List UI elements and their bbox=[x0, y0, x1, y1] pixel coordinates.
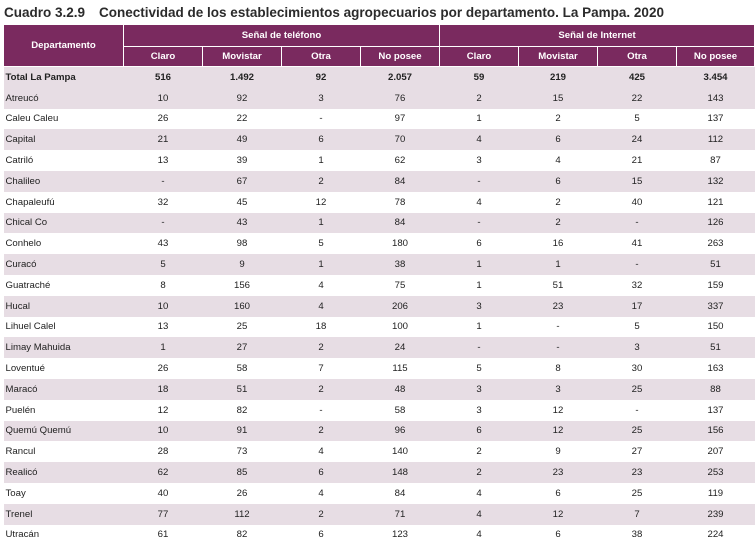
department-name: Rancul bbox=[4, 441, 124, 462]
table-cell: 16 bbox=[519, 233, 598, 254]
table-cell: 98 bbox=[203, 233, 282, 254]
table-cell: 17 bbox=[598, 296, 677, 317]
table-cell: 112 bbox=[677, 129, 755, 150]
table-cell: 337 bbox=[677, 296, 755, 317]
table-cell: 5 bbox=[282, 233, 361, 254]
table-cell: 3 bbox=[440, 296, 519, 317]
table-cell: 26 bbox=[124, 358, 203, 379]
table-cell: 12 bbox=[519, 504, 598, 525]
table-cell: 27 bbox=[203, 337, 282, 358]
table-cell: 32 bbox=[598, 275, 677, 296]
table-cell: 3 bbox=[282, 88, 361, 109]
department-name: Hucal bbox=[4, 296, 124, 317]
table-cell: 59 bbox=[440, 67, 519, 88]
table-cell: 253 bbox=[677, 462, 755, 483]
header-senal-telefono: Señal de teléfono bbox=[124, 25, 440, 47]
table-cell: 1.492 bbox=[203, 67, 282, 88]
table-cell: 84 bbox=[361, 171, 440, 192]
table-cell: 4 bbox=[440, 483, 519, 504]
table-header bbox=[4, 25, 755, 67]
table-cell: 92 bbox=[282, 67, 361, 88]
table-cell: 58 bbox=[361, 400, 440, 421]
table-cell: 9 bbox=[203, 254, 282, 275]
table-cell: 25 bbox=[598, 379, 677, 400]
table-cell: 30 bbox=[598, 358, 677, 379]
table-cell: 2.057 bbox=[361, 67, 440, 88]
department-name: Maracó bbox=[4, 379, 124, 400]
table-cell: 27 bbox=[598, 441, 677, 462]
table-body bbox=[4, 67, 755, 546]
table-cell: 126 bbox=[677, 213, 755, 234]
table-cell: 84 bbox=[361, 483, 440, 504]
table-cell: 1 bbox=[440, 254, 519, 275]
table-row bbox=[4, 192, 755, 213]
table-cell: 23 bbox=[598, 462, 677, 483]
table-cell: 39 bbox=[203, 150, 282, 171]
table-cell: - bbox=[440, 213, 519, 234]
table-cell: 137 bbox=[677, 400, 755, 421]
table-cell: 18 bbox=[124, 379, 203, 400]
table-cell: 40 bbox=[124, 483, 203, 504]
table-row bbox=[4, 296, 755, 317]
table-cell: 4 bbox=[282, 483, 361, 504]
department-name: Catriló bbox=[4, 150, 124, 171]
table-cell: 2 bbox=[282, 421, 361, 442]
header-tel-claro: Claro bbox=[124, 47, 203, 67]
table-cell: 6 bbox=[519, 525, 598, 546]
table-cell: 24 bbox=[361, 337, 440, 358]
department-name: Puelén bbox=[4, 400, 124, 421]
table-cell: 62 bbox=[124, 462, 203, 483]
table-cell: 6 bbox=[282, 462, 361, 483]
table-cell: 8 bbox=[124, 275, 203, 296]
header-int-movistar: Movistar bbox=[519, 47, 598, 67]
table-cell: 28 bbox=[124, 441, 203, 462]
header-departamento: Departamento bbox=[4, 25, 124, 67]
table-cell: 7 bbox=[598, 504, 677, 525]
table-row bbox=[4, 400, 755, 421]
table-number: Cuadro 3.2.9 bbox=[4, 4, 86, 20]
table-cell: 97 bbox=[361, 109, 440, 130]
table-cell: 22 bbox=[598, 88, 677, 109]
table-cell: 10 bbox=[124, 88, 203, 109]
table-cell: 82 bbox=[203, 400, 282, 421]
table-cell: 10 bbox=[124, 421, 203, 442]
table-cell: 23 bbox=[519, 462, 598, 483]
table-cell: 8 bbox=[519, 358, 598, 379]
table-cell: - bbox=[598, 254, 677, 275]
department-name: Limay Mahuida bbox=[4, 337, 124, 358]
table-cell: 87 bbox=[677, 150, 755, 171]
table-row bbox=[4, 504, 755, 525]
table-cell: 143 bbox=[677, 88, 755, 109]
table-cell: 82 bbox=[203, 525, 282, 546]
header-tel-no-posee: No posee bbox=[361, 47, 440, 67]
table-cell: 112 bbox=[203, 504, 282, 525]
table-row bbox=[4, 150, 755, 171]
table-cell: 51 bbox=[519, 275, 598, 296]
table-cell: 119 bbox=[677, 483, 755, 504]
table-cell: 26 bbox=[203, 483, 282, 504]
table-cell: - bbox=[519, 337, 598, 358]
table-cell: 121 bbox=[677, 192, 755, 213]
table-cell: 159 bbox=[677, 275, 755, 296]
table-cell: 4 bbox=[440, 129, 519, 150]
table-cell: 75 bbox=[361, 275, 440, 296]
table-cell: 140 bbox=[361, 441, 440, 462]
department-name: Chapaleufú bbox=[4, 192, 124, 213]
table-row bbox=[4, 129, 755, 150]
department-name: Caleu Caleu bbox=[4, 109, 124, 130]
table-cell: 12 bbox=[519, 400, 598, 421]
department-name: Guatraché bbox=[4, 275, 124, 296]
table-cell: 49 bbox=[203, 129, 282, 150]
table-cell: 25 bbox=[203, 317, 282, 338]
table-row bbox=[4, 525, 755, 546]
table-cell: 67 bbox=[203, 171, 282, 192]
table-cell: 150 bbox=[677, 317, 755, 338]
table-cell: 206 bbox=[361, 296, 440, 317]
table-cell: - bbox=[519, 317, 598, 338]
table-cell: 6 bbox=[440, 233, 519, 254]
department-name: Lihuel Calel bbox=[4, 317, 124, 338]
table-cell: 9 bbox=[519, 441, 598, 462]
table-cell: 88 bbox=[677, 379, 755, 400]
table-cell: 58 bbox=[203, 358, 282, 379]
table-cell: 76 bbox=[361, 88, 440, 109]
table-cell: 239 bbox=[677, 504, 755, 525]
table-cell: - bbox=[440, 337, 519, 358]
table-cell: 26 bbox=[124, 109, 203, 130]
department-name: Quemú Quemú bbox=[4, 421, 124, 442]
table-cell: 2 bbox=[282, 337, 361, 358]
table-cell: 71 bbox=[361, 504, 440, 525]
department-name: Utracán bbox=[4, 525, 124, 546]
table-cell: 24 bbox=[598, 129, 677, 150]
table-cell: 180 bbox=[361, 233, 440, 254]
table-row bbox=[4, 379, 755, 400]
department-name: Conhelo bbox=[4, 233, 124, 254]
table-cell: 6 bbox=[440, 421, 519, 442]
table-cell: 160 bbox=[203, 296, 282, 317]
table-cell: 78 bbox=[361, 192, 440, 213]
table-row bbox=[4, 88, 755, 109]
table-cell: 70 bbox=[361, 129, 440, 150]
table-cell: 516 bbox=[124, 67, 203, 88]
table-cell: 2 bbox=[440, 88, 519, 109]
table-cell: - bbox=[598, 400, 677, 421]
total-name: Total La Pampa bbox=[4, 67, 124, 88]
table-cell: 4 bbox=[440, 192, 519, 213]
header-tel-otra: Otra bbox=[282, 47, 361, 67]
table-cell: 15 bbox=[598, 171, 677, 192]
table-row bbox=[4, 441, 755, 462]
table-cell: 21 bbox=[598, 150, 677, 171]
table-cell: 7 bbox=[282, 358, 361, 379]
table-cell: 6 bbox=[519, 171, 598, 192]
connectivity-table bbox=[3, 24, 755, 545]
table-cell: 2 bbox=[440, 462, 519, 483]
table-cell: 5 bbox=[598, 317, 677, 338]
table-cell: - bbox=[282, 109, 361, 130]
table-cell: 51 bbox=[677, 254, 755, 275]
table-cell: 4 bbox=[282, 441, 361, 462]
table-cell: 156 bbox=[677, 421, 755, 442]
table-row bbox=[4, 358, 755, 379]
table-cell: 1 bbox=[282, 254, 361, 275]
table-row bbox=[4, 275, 755, 296]
department-name: Chical Co bbox=[4, 213, 124, 234]
table-cell: 3 bbox=[440, 379, 519, 400]
table-cell: 21 bbox=[124, 129, 203, 150]
table-row bbox=[4, 213, 755, 234]
table-cell: 12 bbox=[124, 400, 203, 421]
table-cell: 148 bbox=[361, 462, 440, 483]
table-cell: 3.454 bbox=[677, 67, 755, 88]
table-cell: - bbox=[282, 400, 361, 421]
department-name: Trenel bbox=[4, 504, 124, 525]
table-cell: - bbox=[124, 171, 203, 192]
table-cell: 25 bbox=[598, 421, 677, 442]
table-cell: 163 bbox=[677, 358, 755, 379]
table-cell: 224 bbox=[677, 525, 755, 546]
table-cell: - bbox=[124, 213, 203, 234]
department-name: Curacó bbox=[4, 254, 124, 275]
header-senal-internet: Señal de Internet bbox=[440, 25, 755, 47]
table-cell: 6 bbox=[282, 525, 361, 546]
table-cell: 2 bbox=[519, 109, 598, 130]
table-cell: 13 bbox=[124, 150, 203, 171]
table-cell: 2 bbox=[282, 504, 361, 525]
table-cell: 38 bbox=[598, 525, 677, 546]
table-cell: 100 bbox=[361, 317, 440, 338]
table-cell: 3 bbox=[440, 150, 519, 171]
table-cell: 10 bbox=[124, 296, 203, 317]
table-cell: 3 bbox=[519, 379, 598, 400]
table-row bbox=[4, 109, 755, 130]
table-cell: - bbox=[440, 171, 519, 192]
table-row bbox=[4, 483, 755, 504]
table-cell: 2 bbox=[519, 192, 598, 213]
table-cell: 43 bbox=[203, 213, 282, 234]
department-name: Atreucó bbox=[4, 88, 124, 109]
table-cell: 4 bbox=[519, 150, 598, 171]
table-cell: 207 bbox=[677, 441, 755, 462]
table-cell: 1 bbox=[440, 275, 519, 296]
table-cell: 6 bbox=[519, 129, 598, 150]
table-cell: 6 bbox=[282, 129, 361, 150]
header-int-otra: Otra bbox=[598, 47, 677, 67]
table-cell: 38 bbox=[361, 254, 440, 275]
table-cell: 32 bbox=[124, 192, 203, 213]
table-cell: 84 bbox=[361, 213, 440, 234]
table-cell: 1 bbox=[440, 109, 519, 130]
header-int-claro: Claro bbox=[440, 47, 519, 67]
table-cell: - bbox=[598, 213, 677, 234]
total-row bbox=[4, 67, 755, 88]
table-cell: 219 bbox=[519, 67, 598, 88]
table-cell: 12 bbox=[519, 421, 598, 442]
table-cell: 1 bbox=[282, 213, 361, 234]
table-cell: 92 bbox=[203, 88, 282, 109]
table-cell: 4 bbox=[282, 275, 361, 296]
table-cell: 13 bbox=[124, 317, 203, 338]
table-row bbox=[4, 337, 755, 358]
table-caption: Conectividad de los establecimientos agropecuarios por departamento. La Pampa. 2020 bbox=[99, 4, 664, 20]
table-cell: 2 bbox=[440, 441, 519, 462]
table-cell: 51 bbox=[203, 379, 282, 400]
table-cell: 5 bbox=[440, 358, 519, 379]
table-cell: 1 bbox=[440, 317, 519, 338]
table-cell: 40 bbox=[598, 192, 677, 213]
table-cell: 3 bbox=[598, 337, 677, 358]
table-cell: 425 bbox=[598, 67, 677, 88]
table-title bbox=[0, 0, 755, 24]
table-row bbox=[4, 233, 755, 254]
table-row bbox=[4, 171, 755, 192]
header-int-no-posee: No posee bbox=[677, 47, 755, 67]
table-cell: 6 bbox=[519, 483, 598, 504]
table-cell: 5 bbox=[124, 254, 203, 275]
department-name: Capital bbox=[4, 129, 124, 150]
table-cell: 263 bbox=[677, 233, 755, 254]
table-cell: 156 bbox=[203, 275, 282, 296]
header-group-row bbox=[4, 25, 755, 47]
table-cell: 41 bbox=[598, 233, 677, 254]
table-cell: 91 bbox=[203, 421, 282, 442]
table-cell: 12 bbox=[282, 192, 361, 213]
table-cell: 1 bbox=[519, 254, 598, 275]
table-cell: 22 bbox=[203, 109, 282, 130]
table-cell: 1 bbox=[282, 150, 361, 171]
table-row bbox=[4, 421, 755, 442]
table-cell: 96 bbox=[361, 421, 440, 442]
table-cell: 2 bbox=[282, 171, 361, 192]
table-cell: 61 bbox=[124, 525, 203, 546]
table-cell: 5 bbox=[598, 109, 677, 130]
table-cell: 25 bbox=[598, 483, 677, 504]
table-row bbox=[4, 317, 755, 338]
table-cell: 4 bbox=[440, 504, 519, 525]
table-cell: 3 bbox=[440, 400, 519, 421]
table-cell: 137 bbox=[677, 109, 755, 130]
table-cell: 85 bbox=[203, 462, 282, 483]
table-cell: 2 bbox=[282, 379, 361, 400]
table-cell: 43 bbox=[124, 233, 203, 254]
table-cell: 18 bbox=[282, 317, 361, 338]
table-cell: 123 bbox=[361, 525, 440, 546]
table-cell: 62 bbox=[361, 150, 440, 171]
table-cell: 115 bbox=[361, 358, 440, 379]
department-name: Toay bbox=[4, 483, 124, 504]
table-cell: 4 bbox=[282, 296, 361, 317]
table-row bbox=[4, 462, 755, 483]
header-tel-movistar: Movistar bbox=[203, 47, 282, 67]
table-cell: 51 bbox=[677, 337, 755, 358]
table-cell: 2 bbox=[519, 213, 598, 234]
department-name: Chalileo bbox=[4, 171, 124, 192]
table-cell: 45 bbox=[203, 192, 282, 213]
table-cell: 73 bbox=[203, 441, 282, 462]
table-cell: 4 bbox=[440, 525, 519, 546]
department-name: Loventué bbox=[4, 358, 124, 379]
table-cell: 48 bbox=[361, 379, 440, 400]
table-row bbox=[4, 254, 755, 275]
table-cell: 15 bbox=[519, 88, 598, 109]
table-cell: 132 bbox=[677, 171, 755, 192]
department-name: Realicó bbox=[4, 462, 124, 483]
table-cell: 23 bbox=[519, 296, 598, 317]
table-cell: 77 bbox=[124, 504, 203, 525]
table-cell: 1 bbox=[124, 337, 203, 358]
